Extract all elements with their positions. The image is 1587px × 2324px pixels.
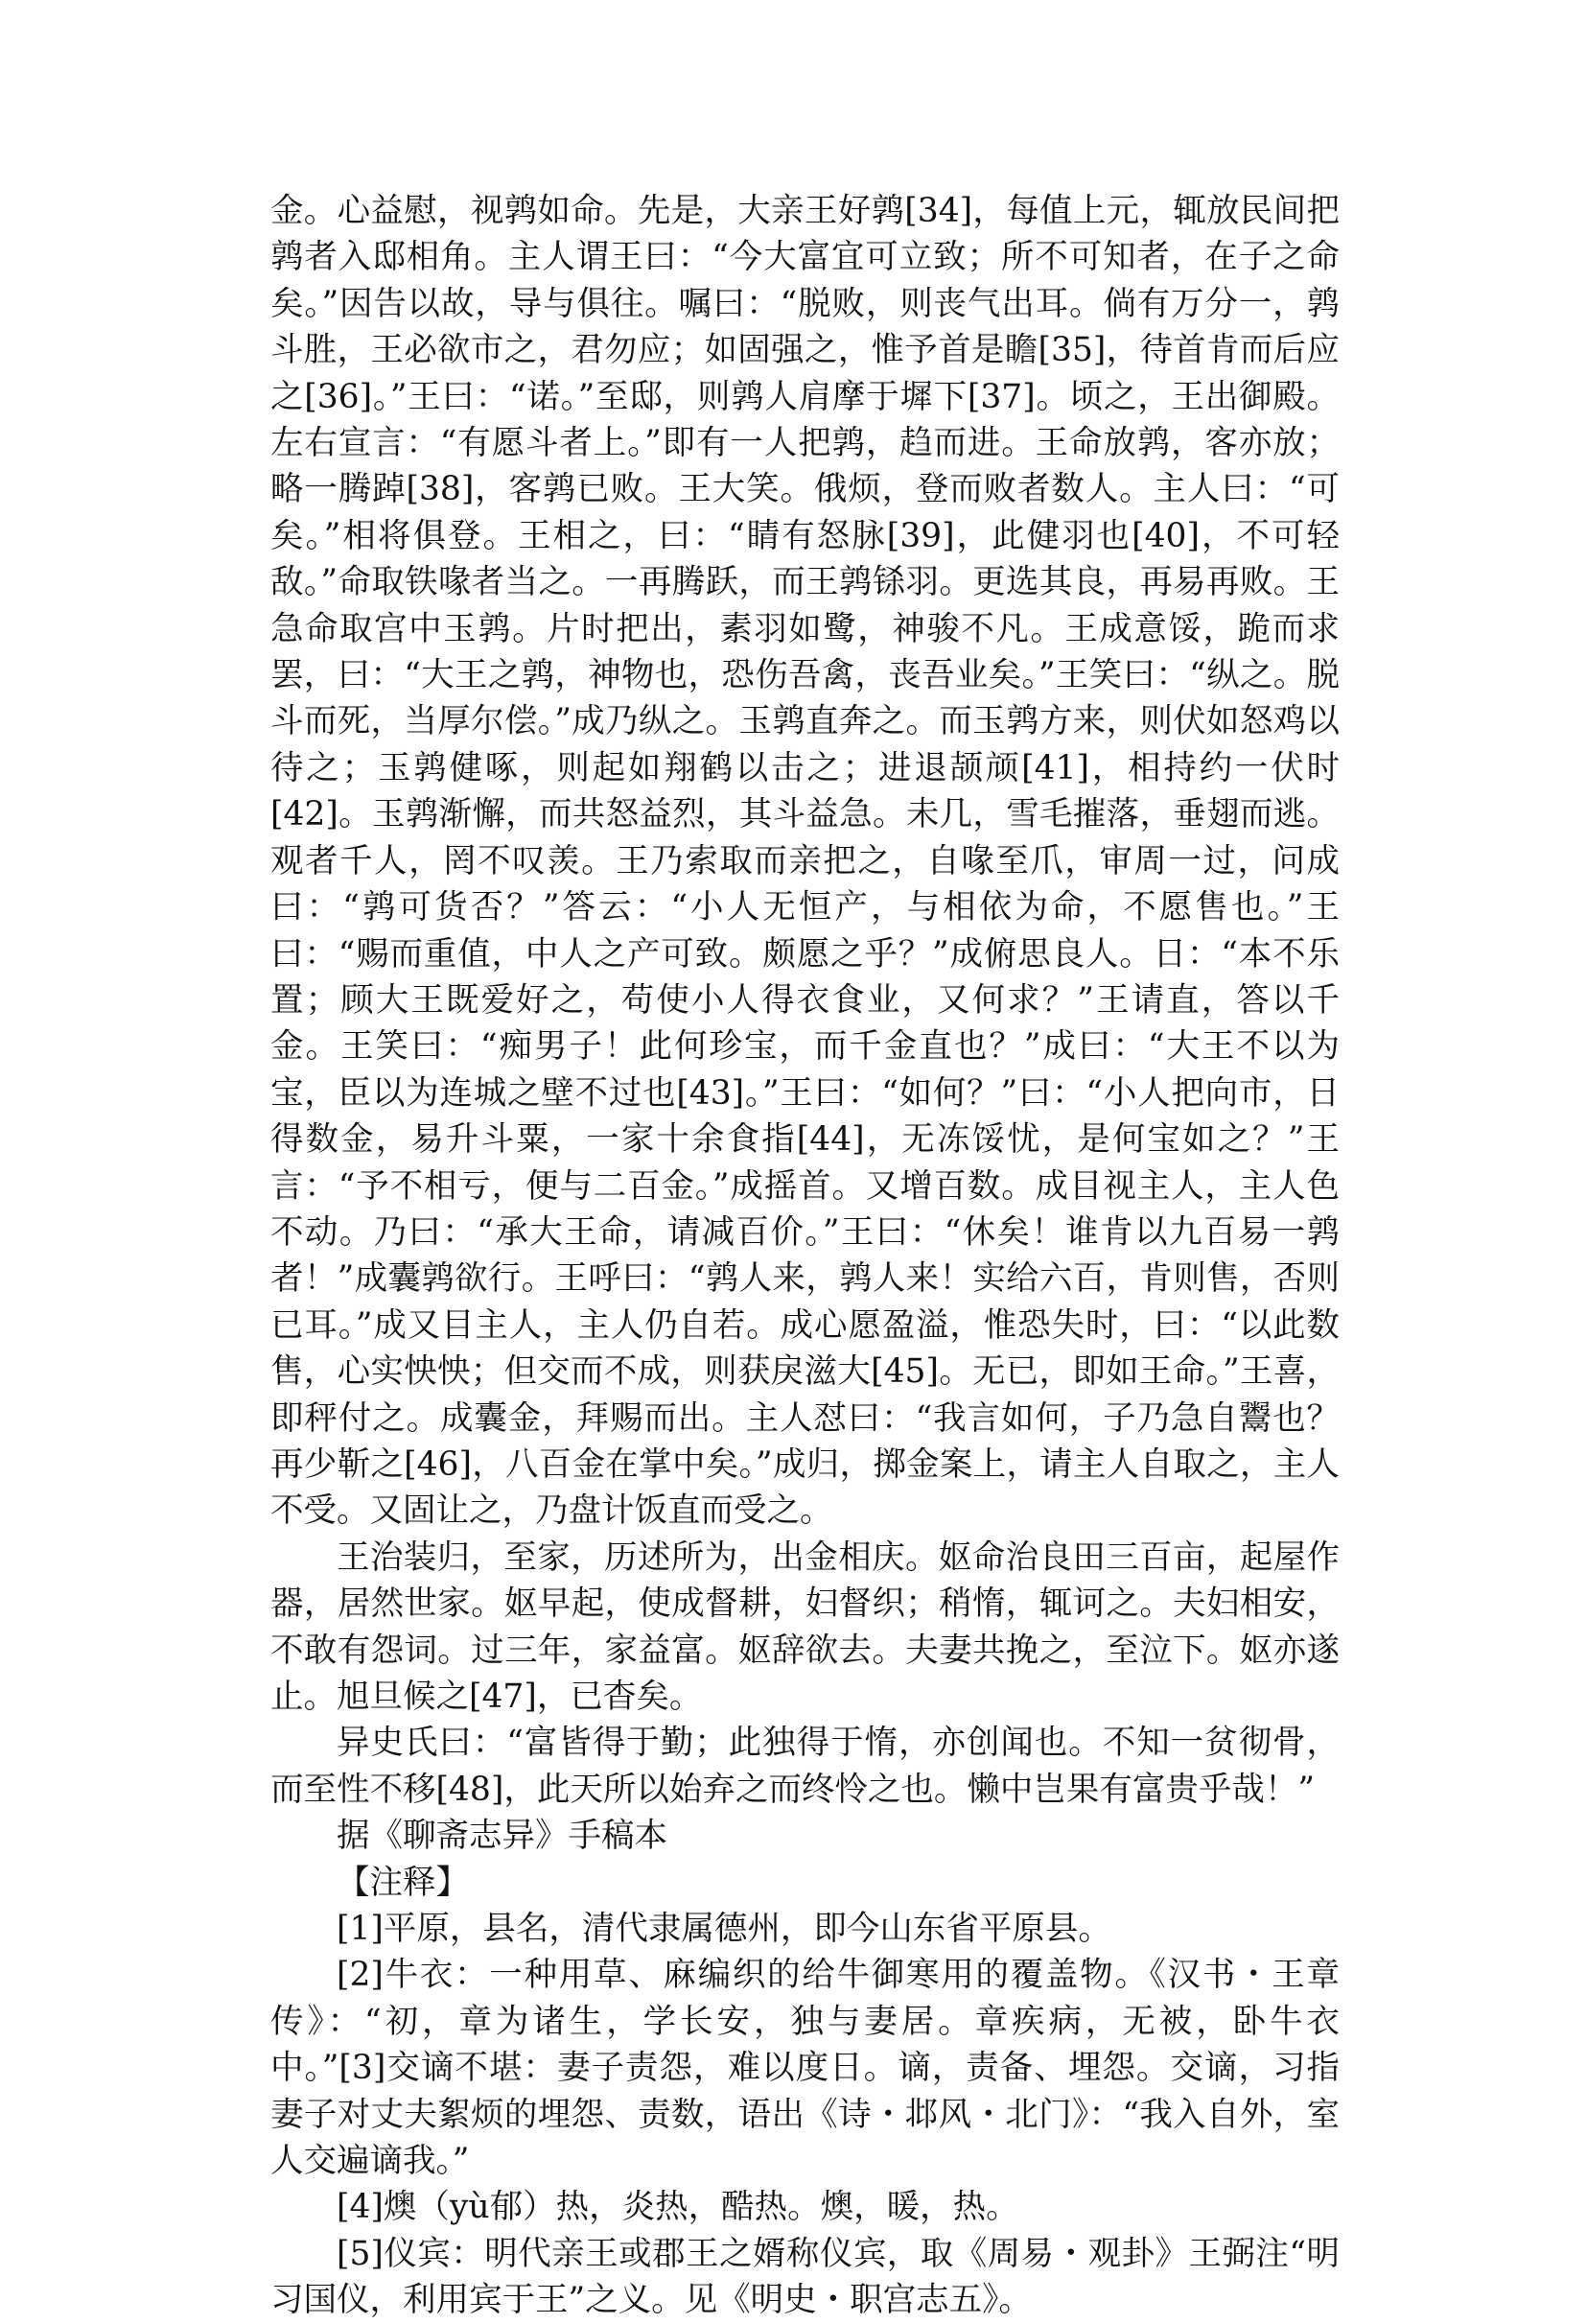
body-paragraph-2: 王治装归，至家，历述所为，出金相庆。妪命治良田三百亩，起屋作器，居然世家。妪早起，使成督耕，妇督织；稍惰，辄诃之。夫妇相安，不敢有怨词。过三年，家益富。妪辞欲去。夫妻共挽之，至泣下。妪亦遂止。旭旦候之[47]，已杳矣。 — [270, 1538, 1340, 1716]
note-item-5: [5]仪宾：明代亲王或郡王之婿称仪宾，取《周易・观卦》王弼注“明习国仪，利用宾于王”之义。见《明史・职宫志五》。 — [270, 2234, 1340, 2320]
note-item-1: [1]平原，县名，清代隶属德州，即今山东省平原县。 — [337, 1910, 1111, 1949]
commentary-paragraph: 异史氏曰：“富皆得于勤；此独得于惰，亦创闻也。不知一贫彻骨，而至性不移[48]，此天所以始弃之而终怜之也。懒中岂果有富贵乎哉！” — [270, 1724, 1340, 1809]
body-paragraph-1: 金。心益慰，视鹑如命。先是，大亲王好鹑[34]，每值上元，辄放民间把鹑者入邸相角。主人谓王曰：“今大富宜可立致；所不可知者，在子之命矣。”因告以故，导与俱往。嘱曰：“脱败，则丧气出耳。倘有万分一，鹑斗胜，王必欲市之，君勿应；如固强之，惟予首是瞻[35]，待首肯而后应之[36]。”王曰：“诺。”至邸，则鹑人肩摩于墀下[37]。顷之，王出御殿。左右宣言：“有愿斗者上。”即有一人把鹑，趋而进。王命放鹑，客亦放；略一腾踔[38]，客鹑已败。王大笑。俄烦，登而败者数人。主人曰：“可矣。”相将俱登。王相之，曰：“睛有怒脉[39]，此健羽也[40]，不可轻敌。”命取铁喙者当之。一再腾跃，而王鹑铩羽。更选其良，再易再败。王急命取宫中玉鹑。片时把出，素羽如鹭，神骏不凡。王成意馁，跪而求罢，曰：“大王之鹑，神物也，恐伤吾禽，丧吾业矣。”王笑曰：“纵之。脱斗而死，当厚尔偿。”成乃纵之。玉鹑直奔之。而玉鹑方来，则伏如怒鸡以待之；玉鹑健啄，则起如翔鹤以击之；进退颉颃[41]，相持约一伏时[42]。玉鹑渐懈，而共怒益烈，其斗益急。未几，雪毛摧落，垂翅而逃。观者千人，罔不叹羡。王乃索取而亲把之，自喙至爪，审周一过，问成曰：“鹑可货否？”答云：“小人无恒产，与相依为命，不愿售也。”王曰：“赐而重值，中人之产可致。颇愿之乎？”成俯思良人。日：“本不乐置；顾大王既爱好之，苟使小人得衣食业，又何求？”王请直，答以千金。王笑曰：“痴男子！此何珍宝，而千金直也？”成曰：“大王不以为宝，臣以为连城之壁不过也[43]。”王曰：“如何？”曰：“小人把向市，日得数金，易升斗粟，一家十余食指[44]，无冻馁忧，是何宝如之？”王言：“予不相亏，便与二百金。”成摇首。又增百数。成目视主人，主人色不动。乃曰：“承大王命，请减百价。”王曰：“休矣！谁肯以九百易一鹑者！”成囊鹑欲行。王呼曰：“鹑人来，鹑人来！实给六百，肯则售，否则已耳。”成又目主人，主人仍自若。成心愿盈溢，惟恐失时，曰：“以此数售，心实怏怏；但交而不成，则获戾滋大[45]。无已，即如王命。”王喜，即秤付之。成囊金，拜赐而出。主人怼曰：“我言如何，子乃急自鬻也？再少靳之[46]，八百金在掌中矣。”成归，掷金案上，请主人自取之，主人不受。又固让之，乃盘计饭直而受之。 — [270, 192, 1340, 1531]
document-page — [270, 188, 1340, 2324]
source-note: 据《聊斋志异》手稿本 — [337, 1817, 667, 1856]
note-item-2-3: [2]牛衣：一种用草、麻编织的给牛御寒用的覆盖物。《汉书・王章传》：“初，章为诸生，学长安，独与妻居。章疾病，无被，卧牛衣中。”[3]交谪不堪：妻子责怨，难以度日。谪，责备、埋怨。交谪，习指妻子对丈夫絮烦的埋怨、责数，语出《诗・邶风・北门》：“我入自外，室人交遍谪我。” — [270, 1956, 1340, 2181]
notes-heading: 【注释】 — [337, 1863, 469, 1902]
note-item-4: [4]燠（yù郁）热，炎热，酷热。燠，暖，热。 — [337, 2188, 1019, 2227]
